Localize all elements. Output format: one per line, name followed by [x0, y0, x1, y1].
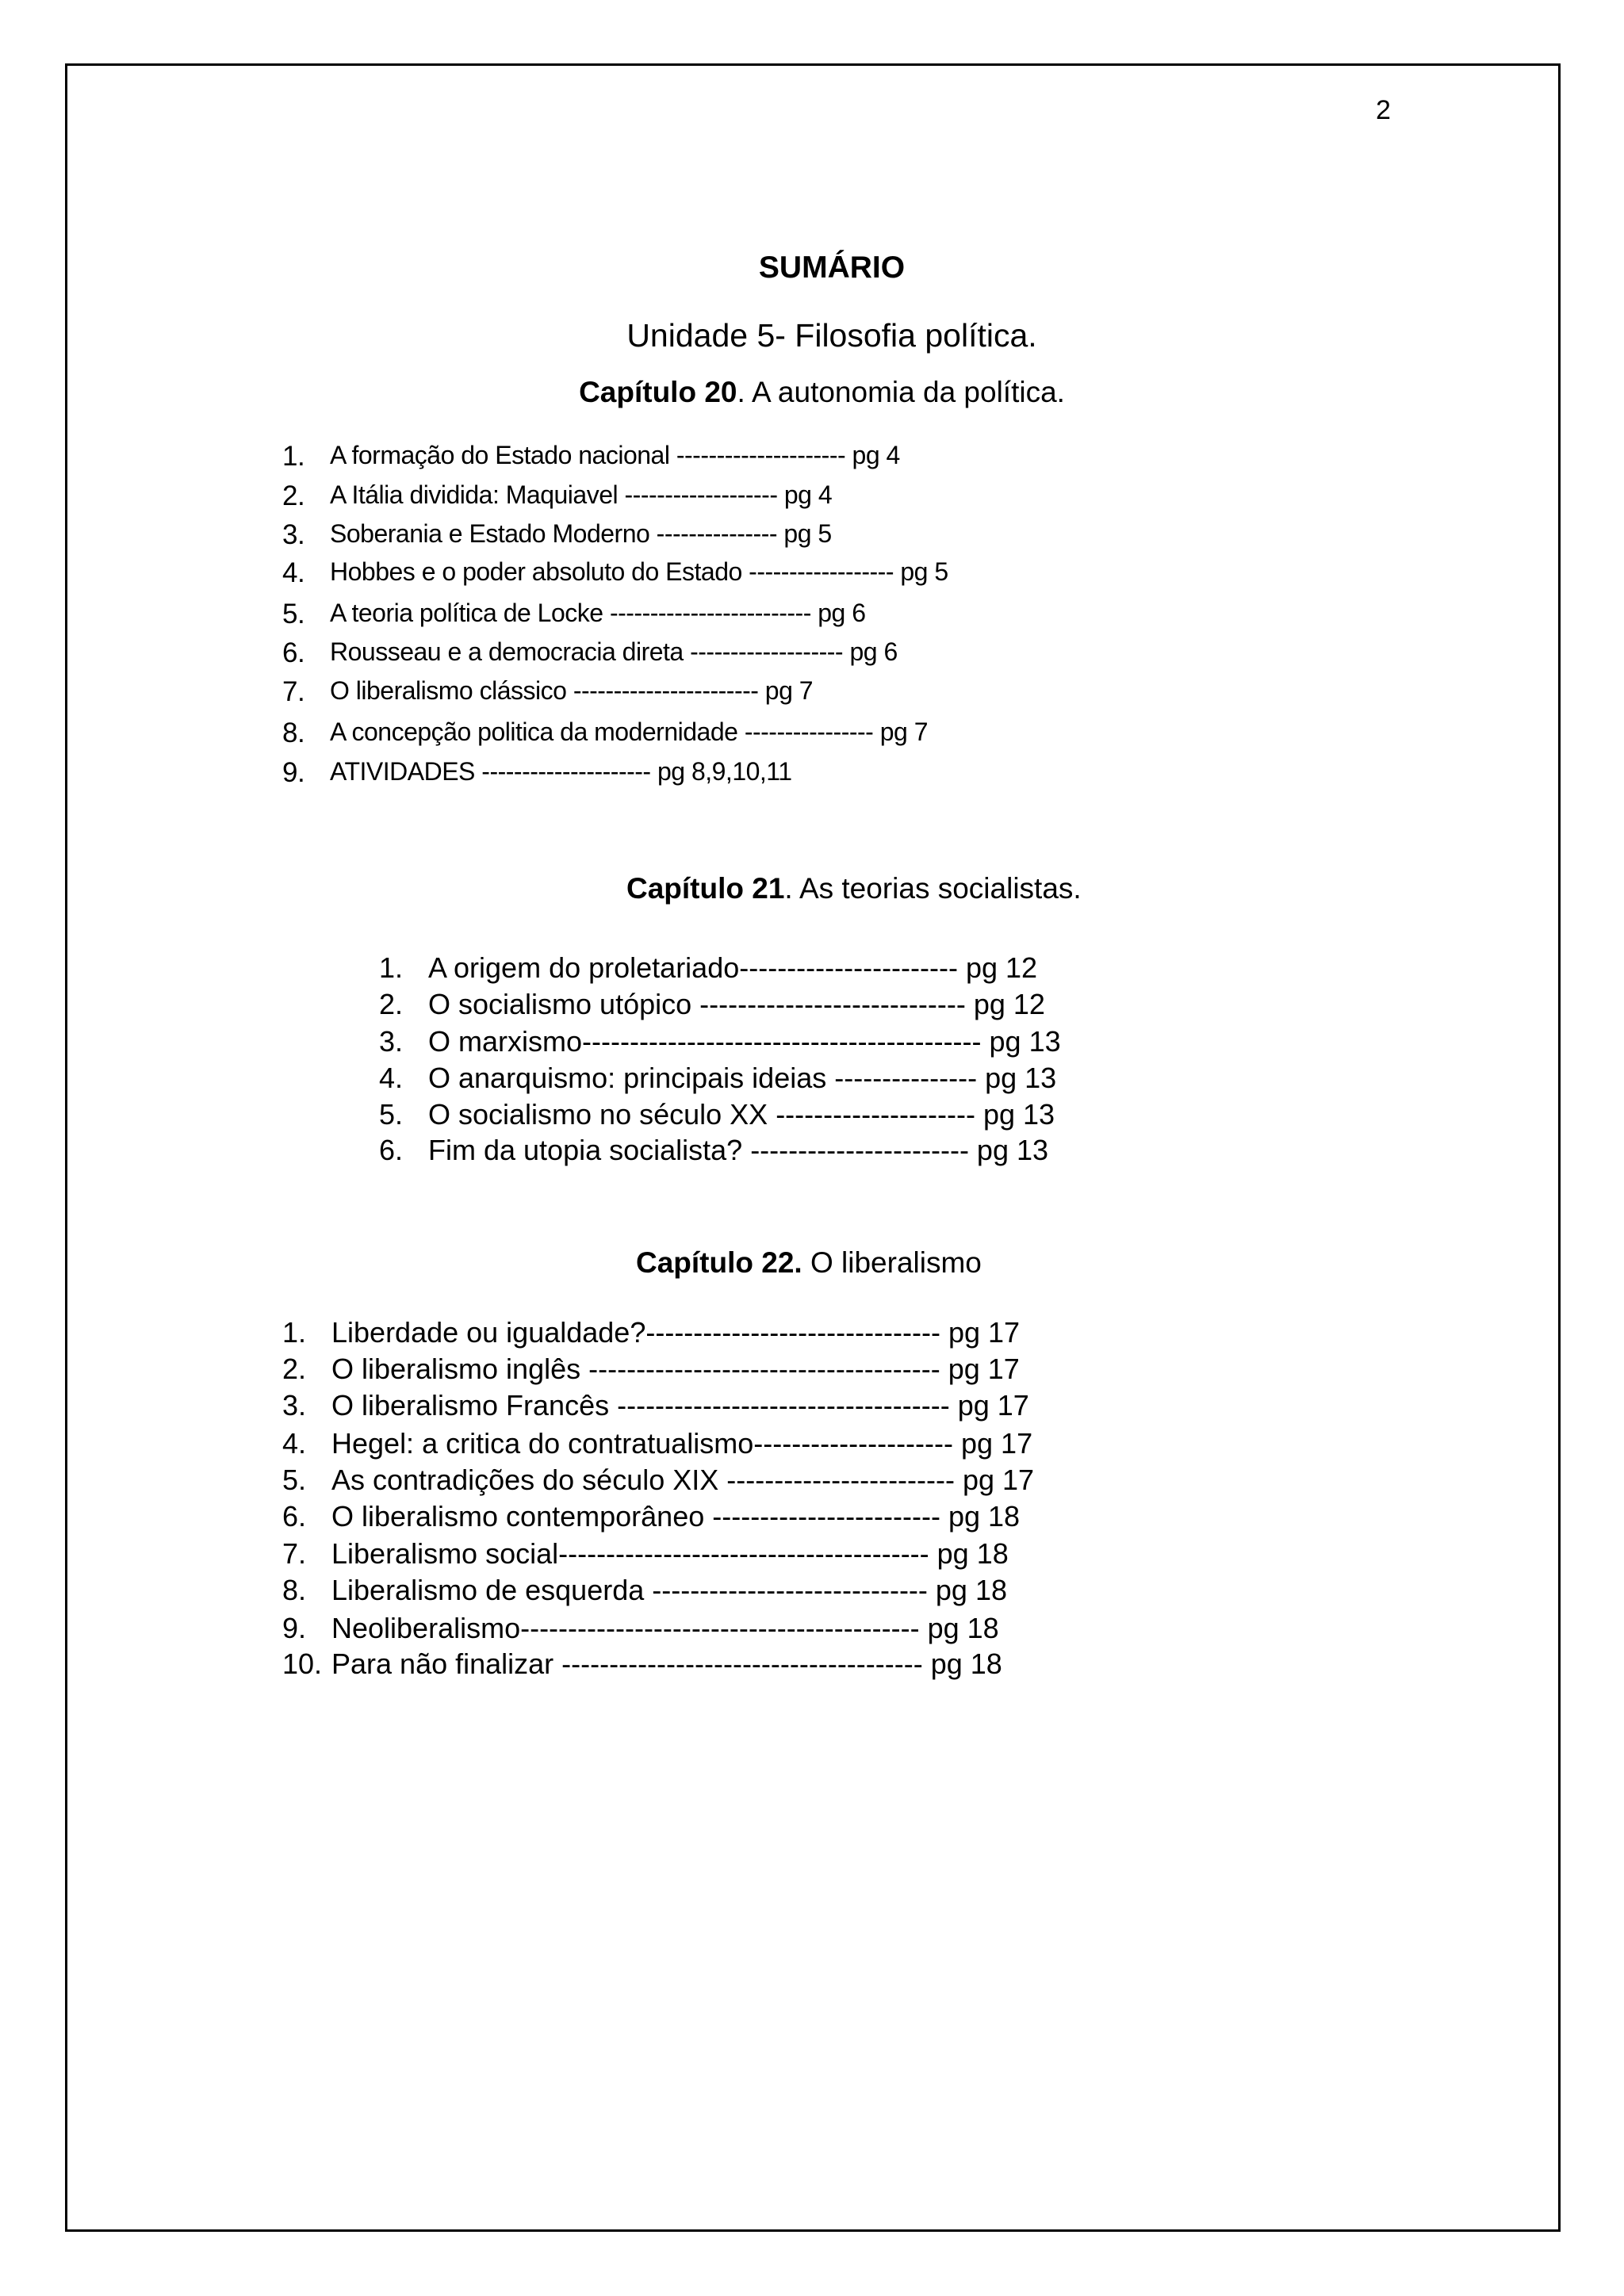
list-item	[282, 1389, 1029, 1422]
item-number: 7.	[282, 676, 305, 707]
item-text: O liberalismo inglês ------------------------------------- pg 17	[331, 1353, 1020, 1385]
list-item	[282, 1574, 1007, 1607]
item-number: 6.	[379, 1134, 404, 1166]
item-text: A formação do Estado nacional --------------------- pg 4	[330, 441, 900, 469]
item-text: O marxismo------------------------------------------ pg 13	[428, 1025, 1061, 1058]
list-item	[282, 557, 948, 589]
item-number: 10.	[282, 1647, 323, 1680]
item-number: 2.	[282, 1353, 307, 1385]
item-text: Fim da utopia socialista? ----------------------- pg 13	[428, 1134, 1049, 1166]
list-item	[379, 1062, 1056, 1095]
list-item	[282, 1500, 1020, 1533]
list-item	[282, 718, 928, 749]
chapter-21-subtitle: . As teorias socialistas.	[784, 872, 1082, 905]
list-item	[282, 519, 832, 551]
page-number: 2	[1376, 95, 1391, 125]
item-number: 6.	[282, 1500, 307, 1533]
item-number: 6.	[282, 637, 305, 668]
item-text: Rousseau e a democracia direta ------------------- pg 6	[330, 637, 898, 666]
list-item	[282, 441, 900, 473]
item-text: O anarquismo: principais ideias --------------- pg 13	[428, 1062, 1057, 1094]
item-text: Liberalismo social--------------------------------------- pg 18	[331, 1537, 1009, 1570]
item-text: A teoria política de Locke ------------------------- pg 6	[330, 599, 866, 627]
item-number: 4.	[282, 1427, 307, 1460]
list-item	[379, 1025, 1061, 1058]
item-number: 9.	[282, 1612, 307, 1644]
item-text: Liberdade ou igualdade?------------------------------- pg 17	[331, 1316, 1021, 1349]
item-number: 3.	[282, 519, 305, 550]
item-number: 2.	[379, 988, 404, 1020]
item-number: 4.	[282, 557, 305, 588]
chapter-20-label: Capítulo 20	[579, 376, 737, 408]
chapter-22-subtitle: O liberalismo	[802, 1246, 982, 1279]
list-item	[379, 988, 1045, 1021]
item-text: ATIVIDADES --------------------- pg 8,9,10,11	[330, 757, 792, 786]
list-item	[282, 1316, 1020, 1349]
item-number: 2.	[282, 480, 305, 511]
item-number: 5.	[379, 1098, 404, 1131]
unit-title: Unidade 5- Filosofia política.	[626, 317, 1037, 354]
list-item	[282, 637, 898, 669]
item-text: O liberalismo clássico ----------------------- pg 7	[330, 676, 814, 705]
item-number: 7.	[282, 1537, 307, 1570]
item-number: 3.	[282, 1389, 307, 1422]
item-text: Hegel: a critica do contratualismo--------------------- pg 17	[331, 1427, 1033, 1460]
list-item	[282, 1427, 1032, 1460]
item-number: 4.	[379, 1062, 404, 1094]
list-item	[282, 1464, 1034, 1497]
item-text: A origem do proletariado----------------------- pg 12	[428, 951, 1038, 984]
item-text: Hobbes e o poder absoluto do Estado ------------------ pg 5	[330, 557, 948, 586]
item-number: 1.	[282, 1316, 307, 1349]
item-number: 3.	[379, 1025, 404, 1058]
item-text: O liberalismo Francês ----------------------------------- pg 17	[331, 1389, 1029, 1422]
item-text: Para não finalizar -------------------------------------- pg 18	[331, 1647, 1002, 1680]
chapter-20-heading	[0, 376, 1624, 409]
list-item	[379, 1098, 1055, 1131]
chapter-22-heading	[636, 1246, 982, 1280]
item-text: O socialismo no século XX --------------------- pg 13	[428, 1098, 1055, 1131]
list-item	[379, 951, 1037, 985]
item-text: Soberania e Estado Moderno --------------- pg 5	[330, 519, 832, 548]
chapter-21-heading	[626, 872, 1082, 905]
list-item	[379, 1134, 1048, 1167]
list-item	[282, 480, 832, 512]
list-item	[282, 676, 813, 708]
list-item	[282, 1537, 1009, 1571]
list-item	[282, 757, 792, 789]
item-text: A Itália dividida: Maquiavel ------------------- pg 4	[330, 480, 833, 509]
toc-title: SUMÁRIO	[758, 251, 906, 285]
list-item	[282, 599, 866, 630]
item-text: As contradições do século XIX ------------------------ pg 17	[331, 1464, 1035, 1496]
chapter-22-label: Capítulo 22.	[636, 1246, 802, 1279]
list-item	[282, 1612, 999, 1645]
list-item	[282, 1353, 1020, 1386]
item-number: 1.	[379, 951, 404, 984]
item-number: 8.	[282, 1574, 307, 1606]
item-number: 5.	[282, 1464, 307, 1496]
item-number: 9.	[282, 757, 305, 788]
item-text: A concepção politica da modernidade ---------------- pg 7	[330, 718, 928, 746]
list-item	[282, 1647, 1002, 1681]
item-number: 8.	[282, 718, 305, 748]
item-text: Liberalismo de esquerda ----------------------------- pg 18	[331, 1574, 1007, 1606]
item-text: Neoliberalismo------------------------------------------ pg 18	[331, 1612, 999, 1644]
chapter-21-label: Capítulo 21	[626, 872, 785, 905]
item-text: O socialismo utópico ---------------------------- pg 12	[428, 988, 1045, 1020]
item-number: 1.	[282, 441, 305, 472]
item-number: 5.	[282, 599, 305, 629]
chapter-20-subtitle: . A autonomia da política.	[737, 376, 1065, 408]
item-text: O liberalismo contemporâneo ------------------------ pg 18	[331, 1500, 1021, 1533]
